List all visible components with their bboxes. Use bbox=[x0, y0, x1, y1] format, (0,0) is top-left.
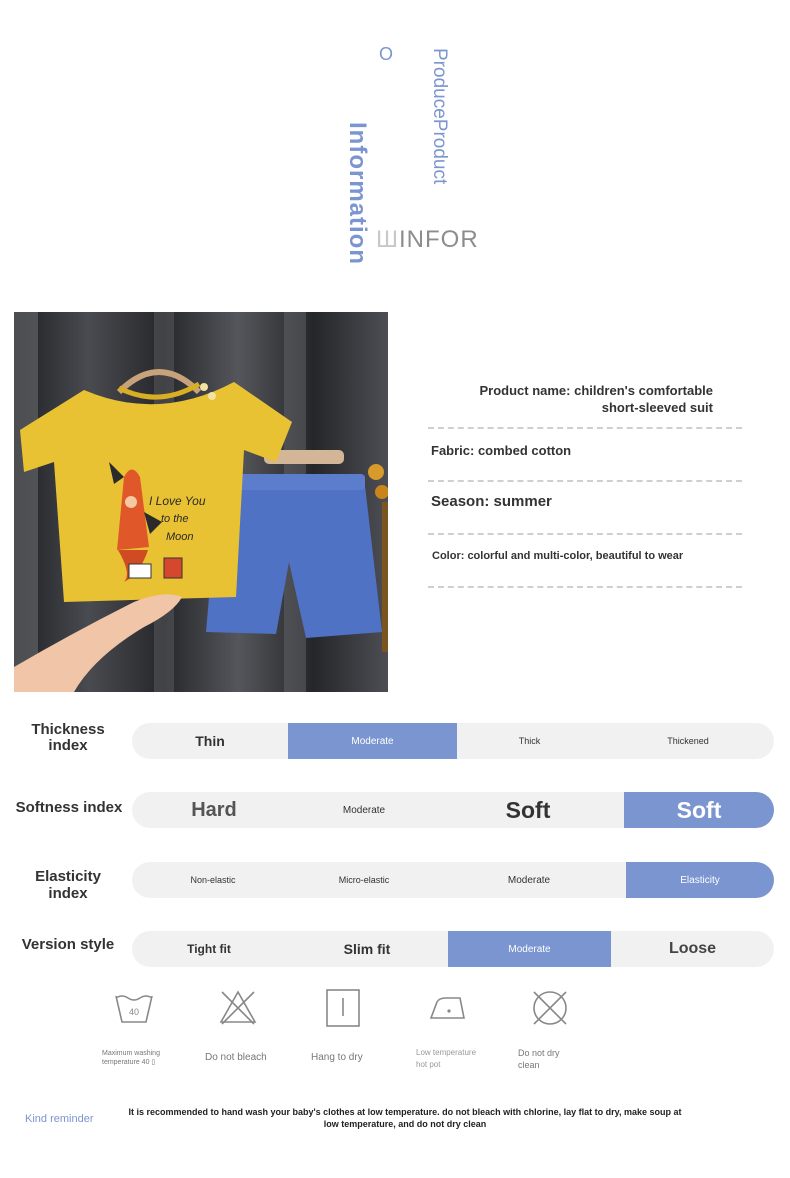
rocket-block bbox=[129, 564, 151, 578]
softness-option-hard[interactable]: Hard bbox=[191, 798, 237, 821]
tshirt-button bbox=[208, 392, 216, 400]
product-photo-illustration bbox=[14, 312, 388, 692]
elasticity-option-elasticity[interactable]: Elasticity bbox=[626, 862, 774, 898]
hang-caption: Hang to dry bbox=[311, 1052, 363, 1063]
hang-dry-icon bbox=[325, 988, 361, 1028]
rocket-window bbox=[125, 496, 137, 508]
version-label: Version style bbox=[21, 936, 115, 953]
kind-reminder-label: Kind reminder bbox=[25, 1113, 94, 1125]
softness-option-soft-selected[interactable]: Soft bbox=[624, 792, 774, 828]
product-photo bbox=[14, 312, 388, 692]
dryclean-caption-line2: clean bbox=[518, 1060, 540, 1070]
flower-stem bbox=[382, 502, 388, 652]
elasticity-option-moderate[interactable]: Moderate bbox=[507, 874, 551, 886]
thickness-option-thin[interactable]: Thin bbox=[195, 733, 225, 749]
dryclean-caption-line1: Do not dry bbox=[518, 1048, 560, 1058]
tshirt-button bbox=[200, 383, 208, 391]
thickness-option-thick[interactable]: Thick bbox=[518, 736, 541, 746]
iron-caption-line2: hot pot bbox=[416, 1060, 441, 1069]
elasticity-label: Elasticity index bbox=[35, 868, 101, 902]
iron-caption-line1: Low temperature bbox=[416, 1048, 477, 1057]
kind-reminder-line1: It is recommended to hand wash your baby's clothes at low temperature. do not bleach with chlorine, lay flat to dry, make soup at bbox=[128, 1107, 682, 1117]
thickness-option-moderate[interactable]: Moderate bbox=[288, 723, 457, 759]
wash-caption bbox=[102, 1049, 160, 1067]
softness-option-soft[interactable]: Soft bbox=[505, 796, 551, 823]
header-infor-text: INFOR bbox=[399, 226, 479, 253]
header-produce-product: ProduceProduct bbox=[429, 48, 450, 185]
product-name-line1: Product name: children's comfortable bbox=[479, 383, 713, 398]
dryclean-caption bbox=[518, 1047, 560, 1071]
kind-reminder-line2: low temperature, and do not dry clean bbox=[323, 1119, 487, 1129]
elasticity-option-micro-elastic[interactable]: Micro-elastic bbox=[338, 875, 390, 885]
wash-temp-label: 40 bbox=[128, 1007, 140, 1017]
header-o-glyph: O bbox=[379, 44, 394, 64]
iron-low-icon bbox=[428, 994, 468, 1022]
flower-icon bbox=[368, 464, 384, 480]
version-option-loose[interactable]: Loose bbox=[668, 940, 717, 957]
header-infor-faint: Ш bbox=[376, 226, 399, 253]
version-option-slim-fit[interactable]: Slim fit bbox=[343, 941, 391, 957]
iron-caption bbox=[416, 1047, 476, 1071]
shirt-text-line3: Moon bbox=[166, 531, 194, 543]
kind-reminder-text bbox=[110, 1106, 700, 1130]
softness-label: Softness index bbox=[15, 799, 123, 816]
version-option-tight-fit[interactable]: Tight fit bbox=[187, 942, 231, 956]
header-information: Information bbox=[344, 122, 371, 265]
wash-caption-line1: Maximum washing bbox=[102, 1050, 160, 1057]
softness-bar bbox=[132, 792, 774, 828]
no-bleach-icon bbox=[218, 988, 258, 1026]
version-bar bbox=[132, 931, 774, 967]
wash-caption-line2: temperature 40 ▯ bbox=[102, 1059, 156, 1066]
season-text: Season: summer bbox=[431, 493, 552, 510]
softness-option-moderate[interactable]: Moderate bbox=[342, 804, 386, 816]
thickness-bar bbox=[132, 723, 774, 759]
shirt-text-line2: to the bbox=[161, 513, 189, 525]
elasticity-option-non-elastic[interactable]: Non-elastic bbox=[190, 875, 236, 885]
color-text: Color: colorful and multi-color, beautiful to wear bbox=[432, 550, 684, 562]
wash-40-icon bbox=[112, 990, 156, 1026]
elasticity-bar bbox=[132, 862, 774, 898]
version-option-moderate[interactable]: Moderate bbox=[448, 931, 611, 967]
thickness-label bbox=[20, 722, 116, 754]
curtain-fold bbox=[14, 312, 38, 692]
no-dry-clean-icon bbox=[530, 988, 570, 1028]
thickness-option-thickened[interactable]: Thickened bbox=[667, 736, 709, 746]
header-infor bbox=[376, 226, 479, 254]
color-row bbox=[428, 536, 742, 588]
thickness-label-line2: index bbox=[48, 737, 88, 754]
product-name bbox=[442, 382, 713, 416]
product-name-line2: short-sleeved suit bbox=[601, 400, 713, 415]
fabric-text: Fabric: combed cotton bbox=[431, 443, 572, 458]
shirt-text-line1: I Love You bbox=[149, 494, 206, 508]
bleach-caption: Do not bleach bbox=[205, 1052, 267, 1063]
rocket-block bbox=[164, 558, 182, 578]
thickness-label-line1: Thickness bbox=[31, 721, 105, 738]
